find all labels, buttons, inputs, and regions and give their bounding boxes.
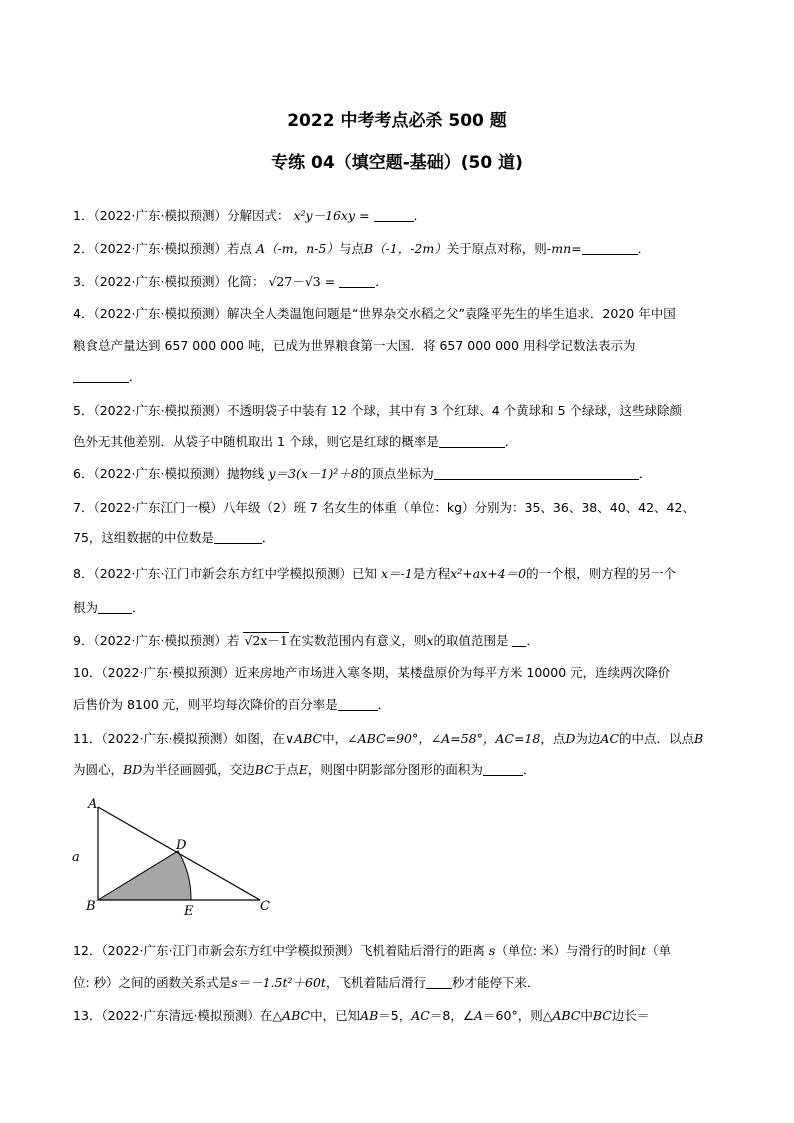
- answer-blank: [374, 209, 414, 222]
- question-7: 7．（2022·广东江门一模）八年级（2）班 7 名女生的体重（单位：kg）分别为：35、36、38、40、42、42、: [73, 500, 695, 515]
- answer-blank: [439, 435, 505, 448]
- document-subtitle: 专练 04（填空题-基础）(50 道): [271, 153, 523, 173]
- question-13: 13．（2022·广东清远·模拟预测）在△ABC中，已知AB＝5，AC＝8，∠A＝60°，则△ABC中BC边长＝: [73, 1008, 650, 1023]
- label-e-point: E: [184, 904, 194, 919]
- question-12: 12．（2022·广东·江门市新会东方红中学模拟预测）飞机着陆后滑行的距离 s（单位: 米）与滑行的时间t（单: [73, 943, 672, 958]
- label-b-vertex: B: [86, 899, 96, 914]
- answer-blank: [98, 601, 132, 614]
- question-3: 3．（2022·广东·模拟预测）化简： √27－√3 = ．: [73, 274, 388, 289]
- answer-blank: [339, 275, 375, 288]
- shaded-sector: [98, 851, 191, 900]
- answer-blank: [426, 976, 452, 989]
- answer-blank: [483, 763, 523, 776]
- answer-blank: [512, 634, 526, 647]
- question-5: 5．（2022·广东·模拟预测）不透明袋子中装有 12 个球，其中有 3 个红球、4 个黄球和 5 个绿球，这些球除颜: [73, 403, 683, 418]
- question-4: 4．（2022·广东·模拟预测）解决全人类温饱问题是“世界杂交水稻之父”袁隆平先生的毕生追求．2020 年中国: [73, 306, 676, 321]
- question-2: 2．（2022·广东·模拟预测）若点 A（-m，n-5）与点B（-1，-2m）关于原点对称，则-mn= ．: [73, 241, 651, 256]
- question-1: 1．（2022·广东·模拟预测）分解因式： x²y－16xy = ．: [73, 208, 427, 223]
- answer-blank: [73, 370, 129, 383]
- answer-blank: [582, 242, 638, 255]
- question-6: 6．（2022·广东·模拟预测）抛物线 y＝3(x－1)²＋8的顶点坐标为 ．: [73, 466, 652, 481]
- answer-blank: [434, 467, 639, 480]
- label-c-vertex: C: [260, 899, 270, 914]
- label-a-side: a: [72, 850, 80, 865]
- question-10: 10．（2022·广东·模拟预测）近来房地产市场进入寒冬期，某楼盘原价为每平方米 10000 元，连续两次降价: [73, 665, 671, 680]
- triangle-figure: [72, 793, 278, 919]
- question-9: 9．（2022·广东·模拟预测）若 √2x－1在实数范围内有意义，则x的取值范围是 ．: [73, 633, 539, 648]
- label-a-vertex: A: [88, 797, 98, 812]
- question-8: 8．（2022·广东·江门市新会东方红中学模拟预测）已知 x＝-1是方程x²+ax+4＝0的一个根，则方程的另一个: [73, 566, 677, 581]
- answer-blank: [338, 698, 378, 711]
- document-title: 2022 中考考点必杀 500 题: [287, 111, 507, 131]
- label-d-point: D: [176, 838, 187, 853]
- answer-blank: [214, 531, 262, 544]
- question-11: 11．（2022·广东·模拟预测）如图，在∨ABC中，∠ABC=90°，∠A=58°，AC=18，点D为边AC的中点．以点B: [73, 731, 704, 746]
